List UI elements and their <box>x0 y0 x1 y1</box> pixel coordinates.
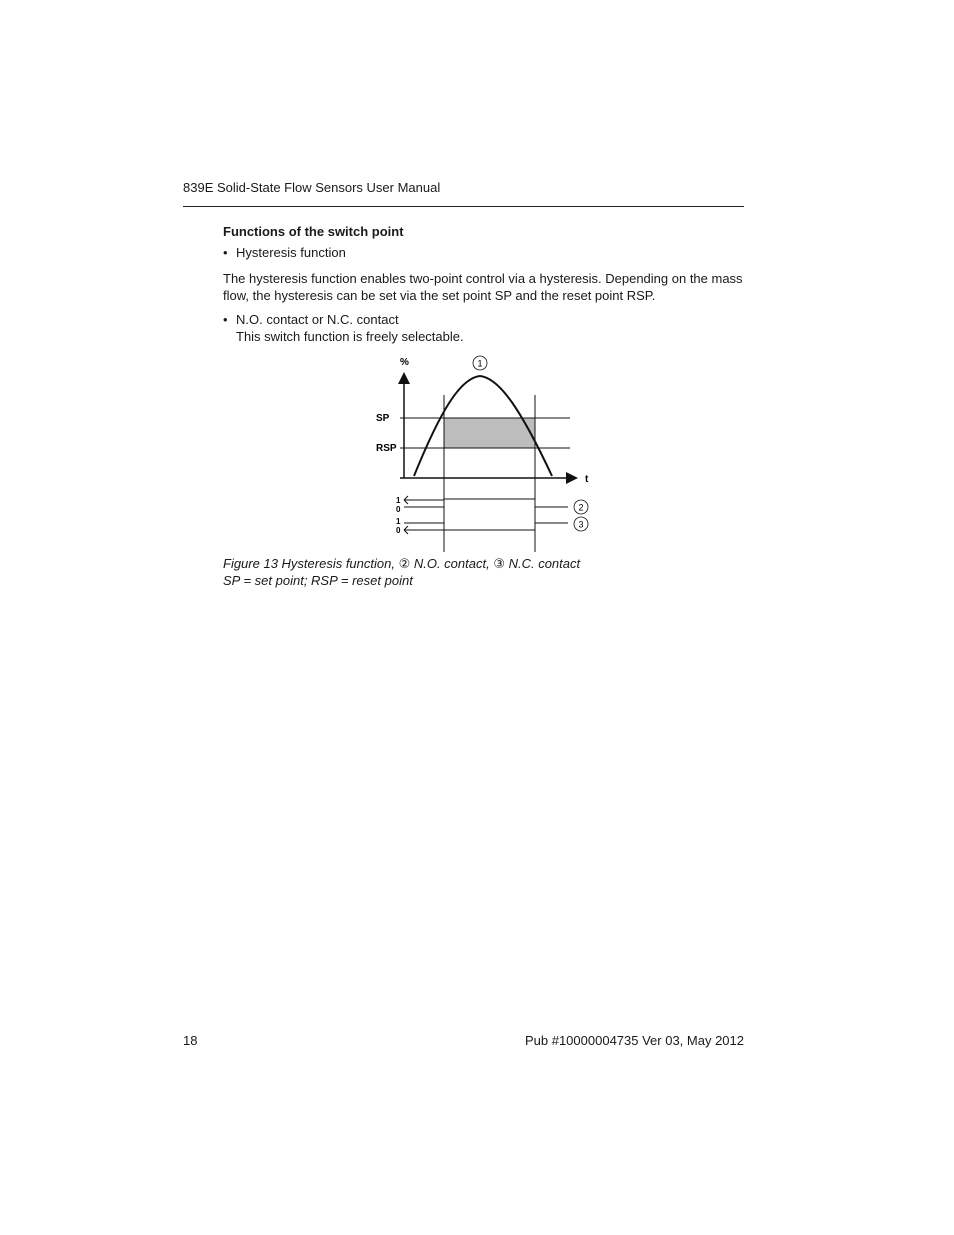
hysteresis-band <box>444 418 535 448</box>
hysteresis-diagram <box>370 350 600 555</box>
bullet-text: N.O. contact or N.C. contact <box>236 312 399 327</box>
bullet-dot: • <box>223 245 228 260</box>
running-header-title: 839E Solid-State Flow Sensors User Manual <box>183 180 441 195</box>
bullet-subtext: This switch function is freely selectable. <box>236 329 464 344</box>
callout-1-label: 1 <box>477 358 483 369</box>
publication-info: Pub #10000004735 Ver 03, May 2012 <box>524 1033 744 1048</box>
rsp-label: RSP <box>376 443 397 454</box>
x-axis-label: t <box>585 474 589 485</box>
nc-level-low: 0 <box>396 526 401 535</box>
figure-caption <box>223 555 580 589</box>
sp-label: SP <box>376 413 390 424</box>
nc-contact-signal <box>404 523 568 530</box>
hysteresis-figure <box>370 350 600 555</box>
caption-line-2: SP = set point; RSP = reset point <box>223 573 413 588</box>
nc-level-high: 1 <box>396 517 401 526</box>
header-rule <box>183 206 744 207</box>
page-number: 18 <box>183 1033 198 1048</box>
bullet-text: Hysteresis function <box>236 245 346 260</box>
no-level-low: 0 <box>396 505 401 514</box>
callout-3-label: 3 <box>578 519 584 530</box>
hysteresis-paragraph: The hysteresis function enables two-point control via a hysteresis. Depending on the mass flow, the hysteresis can be set via the set point SP and the reset point RSP. <box>223 271 743 303</box>
no-level-high: 1 <box>396 496 401 505</box>
bullet-dot: • <box>223 312 228 327</box>
y-axis-label: % <box>400 357 409 368</box>
caption-line-1: Figure 13 Hysteresis function, ② N.O. contact, ③ N.C. contact <box>223 556 581 571</box>
callout-2-label: 2 <box>578 502 584 513</box>
section-heading: Functions of the switch point <box>223 224 404 239</box>
